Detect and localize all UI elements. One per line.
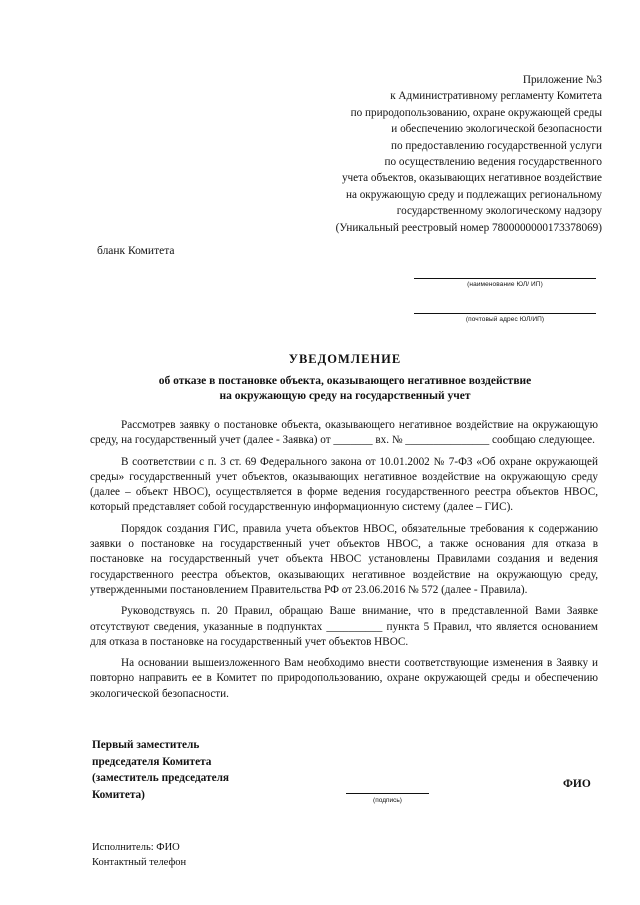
signer-position (92, 737, 292, 803)
appendix-line: по осуществлению ведения государственного (384, 156, 602, 169)
executor-phone: Контактный телефон (92, 857, 187, 868)
appendix-line: (Уникальный реестровый номер 7800000000173378069) (335, 221, 602, 234)
recipient-name-caption: (наименование ЮЛ/ ИП) (467, 281, 543, 288)
notice-title: УВЕДОМЛЕНИЕ (288, 352, 402, 366)
appendix-line: по предоставлению государственной услуги (391, 139, 602, 152)
body-paragraph: На основании вышеизложенного Вам необходимо внести соответствующие изменения в Заявку и повторно направить ее в Комитет по природопользованию, охране окружающей среды и обеспечению экологической безопасности. (90, 657, 598, 700)
body-paragraph: В соответствии с п. 3 ст. 69 Федерального закона от 10.01.2002 № 7-ФЗ «Об охране окружающей среды» государственный учет объектов, оказывающих негативное воздействие на окружающую среду (далее – объект НВОС), осуществляется в форме ведения государственного реестра объектов НВОС, который представляет собой государственную информационную систему (далее – ГИС). (90, 455, 598, 514)
executor-block (92, 840, 186, 870)
body-paragraph: Руководствуясь п. 20 Правил, обращаю Ваше внимание, что в представленной Вами Заявке отсутствуют сведения, указанные в подпунктах __________ пункта 5 Правил, что является основанием для отказа в постановке на государственный учет объектов НВОС. (90, 605, 598, 648)
body-paragraph: Рассмотрев заявку о постановке объекта, оказывающего негативное воздействие на окружающую среду, на государственный учет (далее - Заявка) от _______ вх. № _______________ сообщаю следующее. (90, 419, 598, 447)
recipient-address-caption: (почтовый адрес ЮЛ/ИП) (465, 316, 545, 323)
signer-line: Первый заместитель (92, 739, 200, 751)
appendix-line: на окружающую среду и подлежащих региональному (345, 188, 602, 201)
recipient-address-line (414, 313, 596, 314)
appendix-header (262, 72, 602, 236)
notice-body (90, 418, 598, 708)
appendix-line: по природопользованию, охране окружающей среды (350, 106, 602, 119)
signer-line: председателя Комитета (92, 755, 212, 768)
executor-name: Исполнитель: ФИО (92, 842, 180, 853)
appendix-line: к Административному регламенту Комитета (390, 90, 602, 103)
recipient-name-line (414, 278, 596, 279)
signer-fio: ФИО (563, 778, 591, 790)
appendix-line: учета объектов, оказывающих негативное воздействие (341, 172, 602, 185)
appendix-line: и обеспечению экологической безопасности (391, 123, 602, 136)
signer-line: (заместитель председателя (92, 772, 230, 784)
signature-caption: (подпись) (373, 797, 402, 804)
body-paragraph: Порядок создания ГИС, правила учета объектов НВОС, обязательные требования к содержанию заявки о постановке на государственный учет объектов НВОС, а также основания для отказа в постановке на государственный учет объекта НВОС установлены Правилами создания и ведения государственного реестра объектов, оказывающих негативное воздействие на окружающую среду, утвержденными постановлением Правительства РФ от 23.06.2016 № 572 (далее - Правила). (90, 522, 598, 596)
signature-line (346, 793, 429, 794)
notice-subtitle-line1: об отказе в постановке объекта, оказывающего негативное воздействие (158, 375, 532, 387)
signer-line: Комитета) (92, 788, 145, 801)
committee-letterhead-label: бланк Комитета (97, 245, 175, 257)
notice-subtitle-line2: на окружающую среду на государственный учет (219, 390, 471, 402)
appendix-line: государственному экологическому надзору (396, 205, 602, 218)
appendix-line: Приложение №3 (522, 74, 602, 86)
